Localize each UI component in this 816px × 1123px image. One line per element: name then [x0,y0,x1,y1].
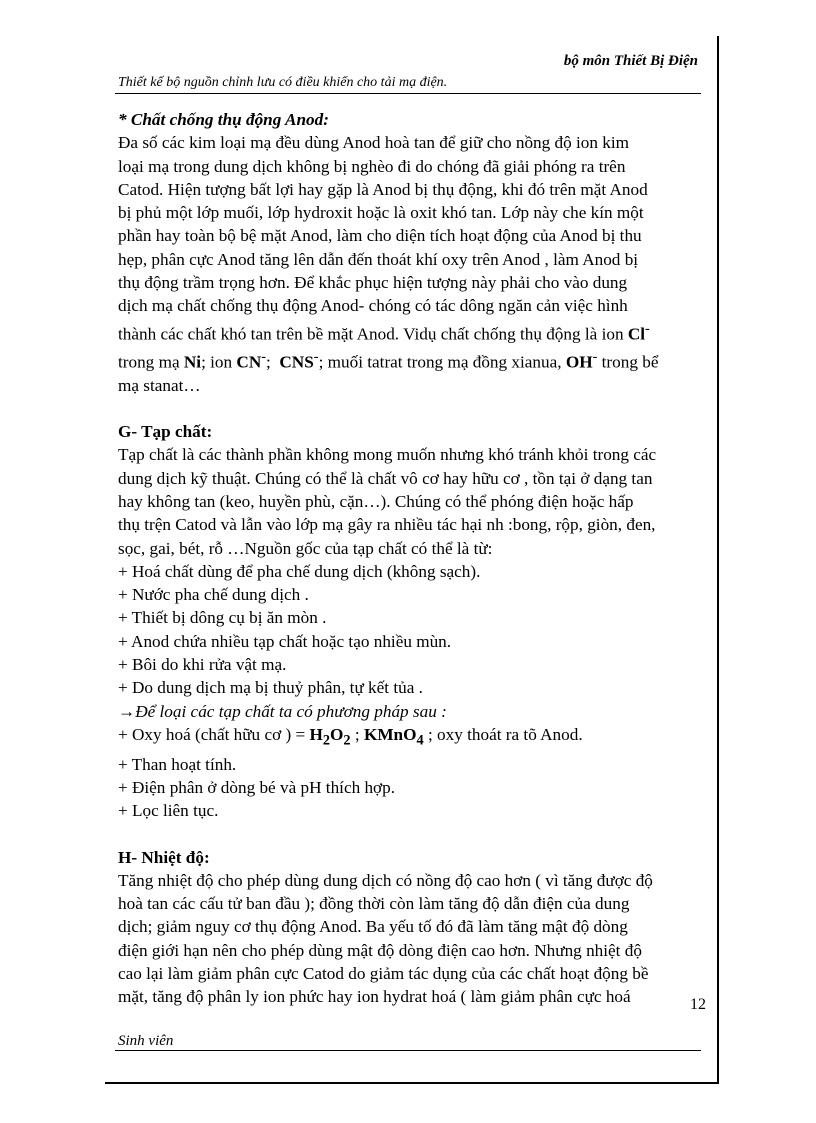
cns-charge: - [313,348,319,365]
formula-subscript: 4 [416,732,424,749]
formula-part: H [309,724,323,744]
header-rule [115,93,701,94]
section-h-title: H- Nhiệt độ: [118,847,210,867]
g-method-intro: →Để loại các tạp chất ta có phương pháp sau : [118,701,447,721]
formula-part: KMnO [363,724,417,744]
text-fragment: trong bể [601,352,659,372]
page-content [118,108,726,1009]
footer-rule [115,1050,701,1051]
anod-line-text: thành các chất khó tan trên bề mặt Anod. Vidụ chất chống thụ động là ion [118,324,624,344]
anod-line: loại mạ trong dung dịch không bị nghèo đi do chóng đã giải phóng ra trên [118,156,626,176]
spacer [118,823,726,846]
anod-line: Catod. Hiện tượng bất lợi hay gặp là Anod bị thụ động, khi đó trên mặt Anod [118,179,648,199]
formula-h2o2 [309,724,351,749]
anod-line: Đa số các kim loại mạ đều dùng Anod hoà tan để giữ cho nồng độ ion kim [118,133,630,153]
text-fragment: + Oxy hoá (chất hữu cơ ) = [118,724,306,744]
anod-line: dịch mạ chất chống thụ động Anod- chóng có tác dông ngăn cản việc hình [118,296,628,316]
h-line: Tăng nhiệt độ cho phép dùng dung dịch có nồng độ cao hơn ( vì tăng được độ [118,870,653,890]
cl-ion: Cl [627,324,646,344]
formula-part: O [330,724,344,744]
section-g-title: G- Tạp chất: [118,422,213,442]
h-line: dịch; giảm nguy cơ thụ động Anod. Ba yếu tố đó đã làm tăng mật độ dòng [118,917,628,937]
text-fragment: ; [354,724,360,744]
g-line: + Do dung dịch mạ bị thuỷ phân, tự kết tủa . [118,678,423,698]
g-line: thụ trện Catod và lẫn vào lớp mạ gây ra nhiều tác hại nh :bong, rộp, giòn, đen, [118,515,656,535]
g-line: hay không tan (keo, huyền phù, cặn…). Chúng có thể phóng điện hoặc hấp [118,491,634,511]
g-line: + Than hoạt tính. [118,754,237,774]
g-line: dung dịch kỹ thuật. Chúng có thể là chất vô cơ hay hữu cơ , tồn tại ở dạng tan [118,468,653,488]
header-title: Thiết kế bộ nguồn chỉnh lưu có điều khiển cho tải mạ điện. [118,75,448,90]
g-line: + Bôi do khi rửa vật mạ. [118,655,287,674]
text-fragment: ; [266,352,271,372]
formula-kmno4 [363,724,424,749]
section-anod-title: * Chất chống thụ động Anod: [118,110,329,129]
oh-ion: OH [565,352,593,372]
oh-charge: - [592,348,598,365]
g-line: sọc, gai, bét, rỗ …Nguồn gốc của tạp chất có thể là từ: [118,538,493,558]
g-line: Tạp chất là các thành phần không mong muốn nhưng khó tránh khỏi trong các [118,445,657,465]
spacer [118,397,726,420]
anod-line-ions [118,346,726,374]
g-line: + Nước pha chế dung dịch . [118,585,309,605]
text-fragment: trong mạ [118,352,180,372]
h-line: mặt, tăng độ phân ly ion phức hay ion hydrat hoá ( làm giảm phân cực hoá [118,987,631,1007]
anod-line [118,318,726,346]
footer-student: Sinh viên [118,1033,174,1049]
page-number: 12 [690,996,706,1013]
cns-ion: CNS [279,352,314,372]
h-line: điện giới hạn nên cho phép dùng mật độ dòng điện cao hơn. Nhưng nhiệt độ [118,940,642,960]
text-fragment: ; muối tatrat trong mạ đồng xianua, [318,352,562,372]
cn-charge: - [261,348,267,365]
g-line: + Anod chứa nhiều tạp chất hoặc tạo nhiều mùn. [118,631,452,651]
ni-ion: Ni [183,352,202,372]
g-line: + Hoá chất dùng để pha chế dung dịch (không sạch). [118,561,481,581]
h-line: cao lại làm giảm phân cực Catod do giảm tác dụng của các chất hoạt động bề [118,964,649,983]
anod-line: phần hay toàn bộ bệ mặt Anod, làm cho diện tích hoạt động của Anod bị thu [118,226,642,246]
anod-line: hẹp, phân cực Anod tăng lên dẫn đến thoát khí oxy trên Anod , làm Anod bị [118,249,639,269]
anod-line: thụ động trầm trọng hơn. Để khắc phục hiện tượng này phải cho vào dung [118,273,628,293]
g-oxidation-line [118,723,726,753]
cn-ion: CN [236,352,262,372]
formula-subscript: 2 [322,732,331,749]
g-line: + Thiết bị dông cụ bị ăn mòn . [118,608,327,628]
text-fragment: ; ion [201,352,233,372]
header-department: bộ môn Thiết Bị Điện [563,53,698,69]
g-line: + Lọc liên tục. [118,801,219,821]
h-line: hoà tan các cấu tử ban đầu ); đồng thời còn làm tăng độ dẫn điện của dung [118,894,630,914]
cl-charge: - [645,320,650,337]
anod-line: bị phủ một lớp muối, lớp hydroxit hoặc là oxit khó tan. Lớp này che kín một [118,203,644,223]
anod-line: mạ stanat… [118,375,201,395]
g-line: + Điện phân ở dòng bé và pH thích hợp. [118,777,396,797]
text-fragment: ; oxy thoát ra tõ Anod. [427,724,583,744]
formula-subscript: 2 [343,732,351,749]
